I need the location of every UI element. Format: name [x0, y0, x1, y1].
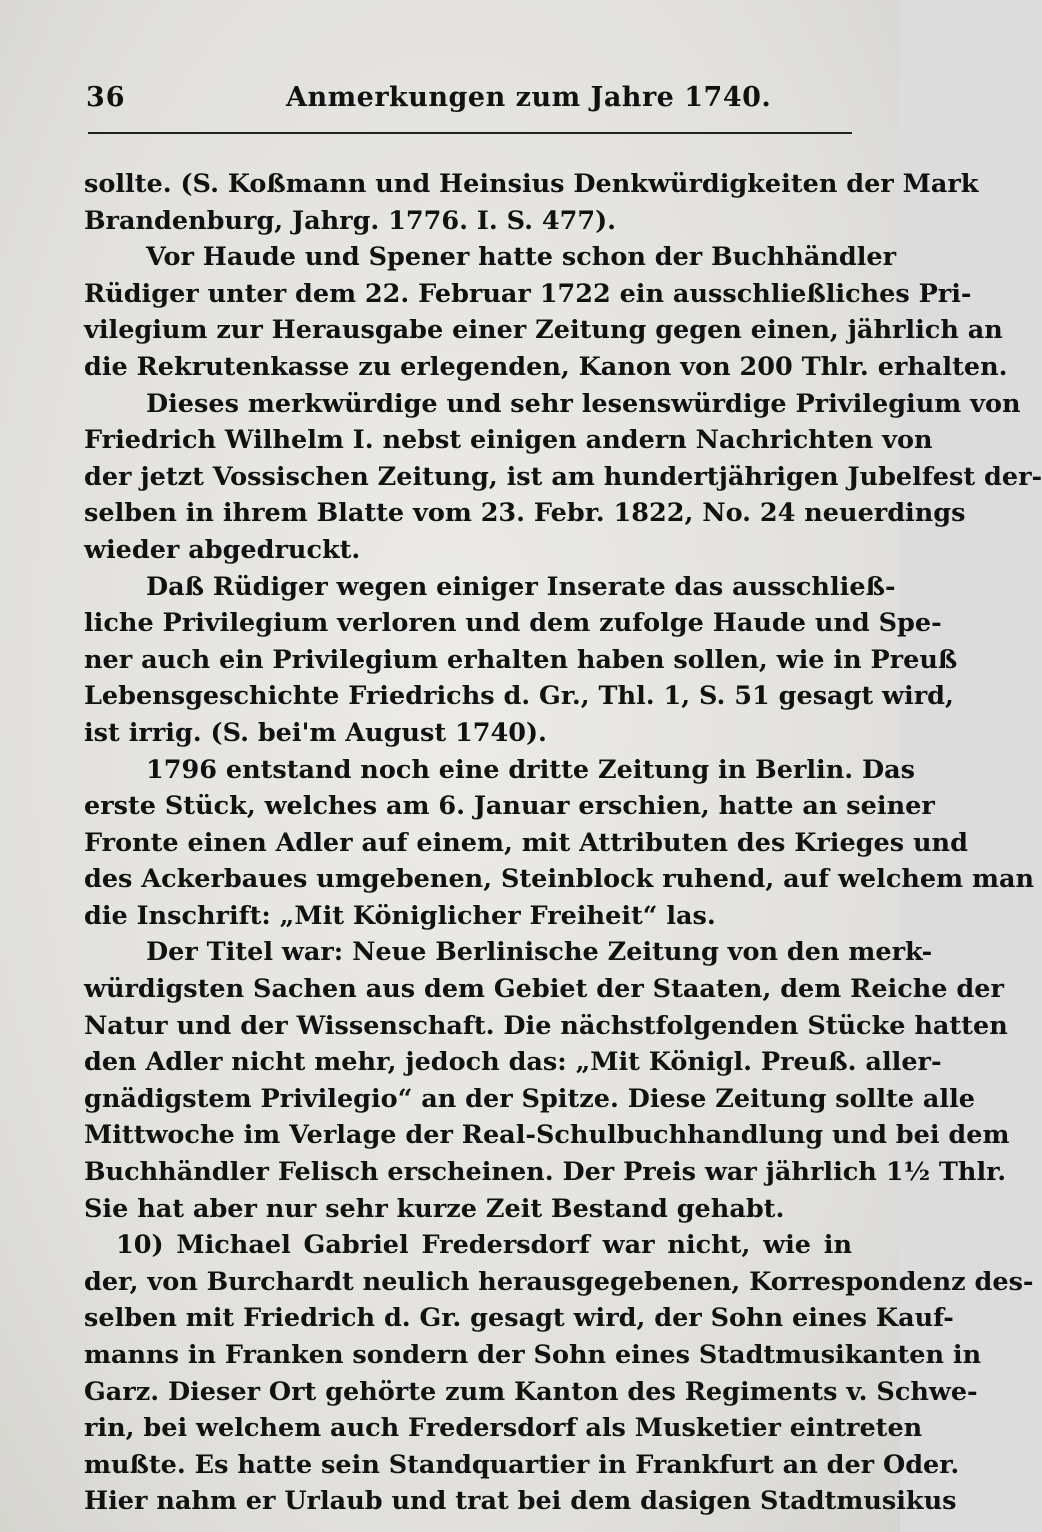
text-line: Friedrich Wilhelm I. nebst einigen andern Nachrichten von [84, 425, 933, 456]
text-line: Vor Haude und Spener hatte schon der Buchhändler [146, 242, 897, 273]
text-line: 1796 entstand noch eine dritte Zeitung in Berlin. Das [146, 754, 916, 785]
text-line: Dieses merkwürdige und sehr lesenswürdige Privilegium von [146, 388, 1021, 419]
text-line: ist irrig. (S. bei'm August 1740). [84, 717, 547, 748]
text-line: Der Titel war: Neue Berlinische Zeitung von den merk- [146, 937, 933, 968]
text-line: 10) Michael Gabriel Fredersdorf war nicht, wie in [116, 1230, 852, 1261]
text-line: selben mit Friedrich d. Gr. gesagt wird, der Sohn eines Kauf- [84, 1303, 954, 1334]
text-line: der, von Burchardt neulich herausgegebenen, Korrespondenz des- [84, 1266, 1034, 1297]
text-line: Fronte einen Adler auf einem, mit Attributen des Krieges und [84, 827, 968, 858]
text-line: sollte. (S. Koßmann und Heinsius Denkwürdigkeiten der Mark [84, 169, 979, 199]
text-line: wieder abgedruckt. [84, 534, 361, 565]
text-line: Garz. Dieser Ort gehörte zum Kanton des Regiments v. Schwe- [84, 1376, 978, 1407]
text-line: würdigsten Sachen aus dem Gebiet der Staaten, dem Reiche der [84, 974, 1004, 1005]
text-line: Brandenburg, Jahrg. 1776. I. S. 477). [84, 205, 617, 236]
text-line: erste Stück, welches am 6. Januar erschien, hatte an seiner [84, 791, 935, 822]
text-line: Daß Rüdiger wegen einiger Inserate das ausschließ- [146, 571, 896, 602]
text-line: liche Privilegium verloren und dem zufolge Haude und Spe- [84, 608, 942, 639]
text-line: des Ackerbaues umgebenen, Steinblock ruhend, auf welchem man [84, 864, 1035, 895]
text-line: rin, bei welchem auch Fredersdorf als Musketier eintreten [84, 1413, 923, 1444]
text-line: Rüdiger unter dem 22. Februar 1722 ein ausschließliches Pri- [84, 278, 972, 309]
text-line: manns in Franken sondern der Sohn eines Stadtmusikanten in [84, 1340, 982, 1370]
text-line: die Inschrift: „Mit Königlicher Freiheit“ las. [84, 900, 716, 931]
text-line: selben in ihrem Blatte vom 23. Febr. 1822, No. 24 neuerdings [84, 498, 966, 529]
text-line: gnädigstem Privilegio“ an der Spitze. Diese Zeitung sollte alle [84, 1083, 976, 1114]
text-line: vilegium zur Herausgabe einer Zeitung gegen einen, jährlich an [84, 315, 1003, 346]
running-title: Anmerkungen zum Jahre 1740. [286, 82, 772, 113]
text-line: Lebensgeschichte Friedrichs d. Gr., Thl. 1, S. 51 gesagt wird, [84, 681, 954, 712]
page-number: 36 [86, 82, 126, 113]
text-line: ner auch ein Privilegium erhalten haben sollen, wie in Preuß [84, 644, 958, 675]
text-line: der jetzt Vossischen Zeitung, ist am hundertjährigen Jubelfest der- [84, 461, 1042, 492]
text-line: Sie hat aber nur sehr kurze Zeit Bestand gehabt. [84, 1193, 785, 1224]
text-line: die Rekrutenkasse zu erlegenden, Kanon von 200 Thlr. erhalten. [84, 351, 1008, 382]
text-line: Mittwoche im Verlage der Real-Schulbuchhandlung und bei dem [84, 1120, 1010, 1151]
text-line: mußte. Es hatte sein Standquartier in Frankfurt an der Oder. [84, 1449, 960, 1480]
text-line: den Adler nicht mehr, jedoch das: „Mit Königl. Preuß. aller- [84, 1047, 942, 1078]
header-rule [88, 132, 852, 134]
running-head [86, 82, 850, 122]
text-line: Natur und der Wissenschaft. Die nächstfolgenden Stücke hatten [84, 1010, 1008, 1041]
text-line: Buchhändler Felisch erscheinen. Der Preis war jährlich 1½ Thlr. [84, 1157, 1007, 1188]
body-text [84, 166, 1042, 1520]
text-line: Hier nahm er Urlaub und trat bei dem dasigen Stadtmusikus [84, 1486, 957, 1517]
